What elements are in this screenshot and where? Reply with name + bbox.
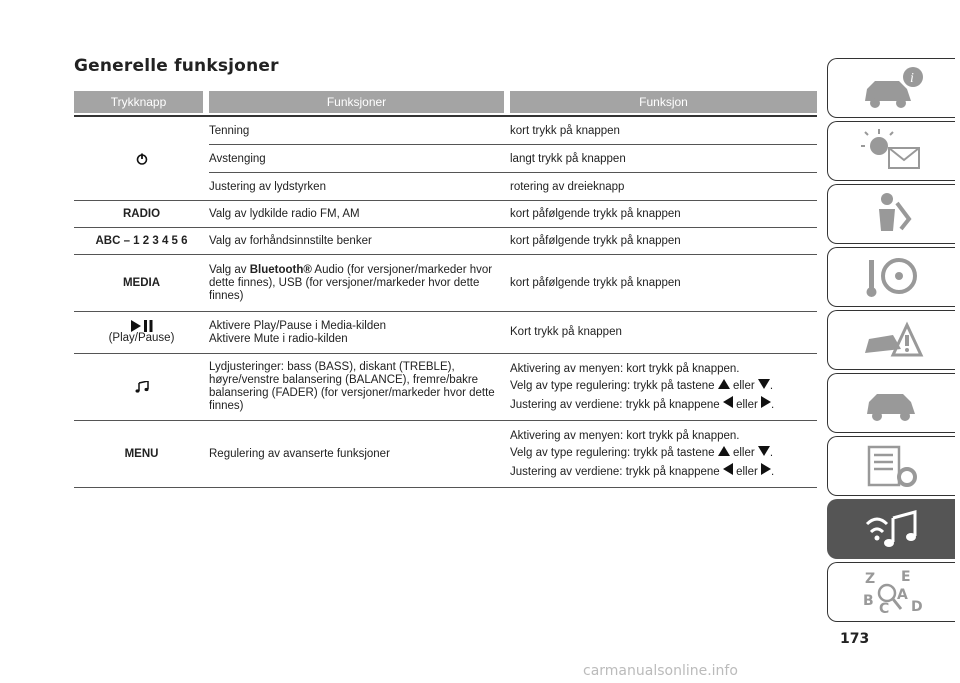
function-cell: Justering av lydstyrken xyxy=(209,180,326,193)
arrow-up-icon xyxy=(718,446,730,456)
play-pause-icon xyxy=(130,320,154,332)
action-line: Justering av verdiene: trykk på knappene eller . xyxy=(510,396,774,412)
action-line: Velg av type regulering: trykk på tastene eller . xyxy=(510,379,774,392)
button-cell xyxy=(74,312,209,353)
svg-text:A: A xyxy=(896,587,908,603)
power-icon xyxy=(136,153,148,165)
tab-index[interactable] xyxy=(827,562,955,622)
function-cell: Avstenging xyxy=(209,152,266,165)
button-cell: RADIO xyxy=(122,207,161,220)
table-row-radio xyxy=(74,201,817,228)
tab-multimedia[interactable] xyxy=(827,499,955,559)
table-row-audio xyxy=(74,354,817,421)
table-row-presets xyxy=(74,228,817,255)
svg-text:D: D xyxy=(910,599,923,615)
car-maintenance-icon xyxy=(857,378,927,428)
table-row-playpause xyxy=(74,312,817,354)
function-cell: Valg av forhåndsinnstilte benker xyxy=(209,234,372,247)
action-line: Justering av verdiene: trykk på knappene eller . xyxy=(510,463,774,479)
function-text: Valg av xyxy=(209,263,250,276)
function-line: Aktivere Play/Pause i Media-kilden xyxy=(209,319,387,332)
table-row-media xyxy=(74,255,817,312)
play-pause-label: (Play/Pause) xyxy=(108,332,175,344)
svg-text:E: E xyxy=(900,569,911,585)
watermark: carmanualsonline.info xyxy=(583,663,738,679)
bluetooth-label: Bluetooth® xyxy=(249,263,312,276)
svg-text:B: B xyxy=(862,593,874,609)
function-text: Audio (for versjoner/markeder hvor dette finnes), USB (for versjoner/markeder hvor dette finnes) xyxy=(209,263,493,302)
svg-text:C: C xyxy=(878,601,889,617)
power-button-cell xyxy=(74,117,209,200)
arrow-right-icon xyxy=(761,463,771,475)
arrow-down-icon xyxy=(758,446,770,456)
action-line: Velg av type regulering: trykk på tastene eller . xyxy=(510,446,774,459)
tab-safety[interactable] xyxy=(827,184,955,244)
arrow-up-icon xyxy=(718,379,730,389)
chapter-tabs xyxy=(827,58,955,625)
function-cell xyxy=(209,312,510,353)
action-cell: kort trykk på knappen xyxy=(510,124,620,137)
safety-seat-icon xyxy=(857,189,927,239)
action-cell xyxy=(510,354,817,420)
action-cell: kort påfølgende trykk på knappen xyxy=(510,276,681,289)
action-cell: kort påfølgende trykk på knappen xyxy=(510,234,681,247)
page-number: 173 xyxy=(840,631,870,647)
table-row xyxy=(209,145,817,173)
function-cell xyxy=(209,354,510,420)
tab-emergency[interactable] xyxy=(827,310,955,370)
button-cell: MEDIA xyxy=(122,276,161,289)
tab-steering[interactable] xyxy=(827,247,955,307)
function-cell xyxy=(209,255,510,311)
steering-key-icon xyxy=(857,252,927,302)
emergency-icon xyxy=(857,315,927,365)
arrow-right-icon xyxy=(761,396,771,408)
button-cell: MENU xyxy=(124,447,159,460)
car-info-icon xyxy=(857,63,927,113)
arrow-down-icon xyxy=(758,379,770,389)
arrow-left-icon xyxy=(723,463,733,475)
action-line: Aktivering av menyen: kort trykk på knappen. xyxy=(510,429,740,442)
svg-text:i: i xyxy=(909,71,914,86)
index-icon xyxy=(857,567,927,617)
warning-lights-icon xyxy=(857,126,927,176)
function-cell: Regulering av avanserte funksjoner xyxy=(209,447,390,460)
table-header xyxy=(74,91,817,113)
function-line: Aktivere Mute i radio-kilden xyxy=(209,332,348,345)
table-row-menu xyxy=(74,421,817,488)
table-row xyxy=(209,173,817,200)
header-button: Trykknapp xyxy=(74,91,203,113)
function-cell: Tenning xyxy=(209,124,250,137)
button-cell xyxy=(74,354,209,420)
button-cell: ABC – 1 2 3 4 5 6 xyxy=(95,234,188,247)
specs-gear-icon xyxy=(857,441,927,491)
action-cell: langt trykk på knappen xyxy=(510,152,626,165)
multimedia-icon xyxy=(857,504,927,554)
action-cell xyxy=(510,421,817,487)
action-cell: rotering av dreieknapp xyxy=(510,180,625,193)
section-title: Generelle funksjoner xyxy=(74,56,279,76)
action-cell: Kort trykk på knappen xyxy=(510,326,622,338)
action-cell: kort påfølgende trykk på knappen xyxy=(510,207,681,220)
header-functions: Funksjoner xyxy=(209,91,504,113)
functions-table xyxy=(74,91,817,488)
header-function: Funksjon xyxy=(510,91,817,113)
table-row-power xyxy=(74,117,817,201)
tab-warning-lights[interactable] xyxy=(827,121,955,181)
svg-text:Z: Z xyxy=(864,571,875,587)
function-text: Lydjusteringer: bass (BASS), diskant (TREBLE), høyre/venstre balansering (BALANCE), fremre/bakre balansering (FADER) (for versjoner/markeder hvor dette finnes) xyxy=(209,361,495,412)
tab-car-info[interactable] xyxy=(827,58,955,118)
music-note-icon xyxy=(135,381,149,393)
action-line: Aktivering av menyen: kort trykk på knappen. xyxy=(510,362,740,375)
function-cell: Valg av lydkilde radio FM, AM xyxy=(209,207,360,220)
tab-specs[interactable] xyxy=(827,436,955,496)
tab-maintenance[interactable] xyxy=(827,373,955,433)
arrow-left-icon xyxy=(723,396,733,408)
table-row xyxy=(209,117,817,145)
